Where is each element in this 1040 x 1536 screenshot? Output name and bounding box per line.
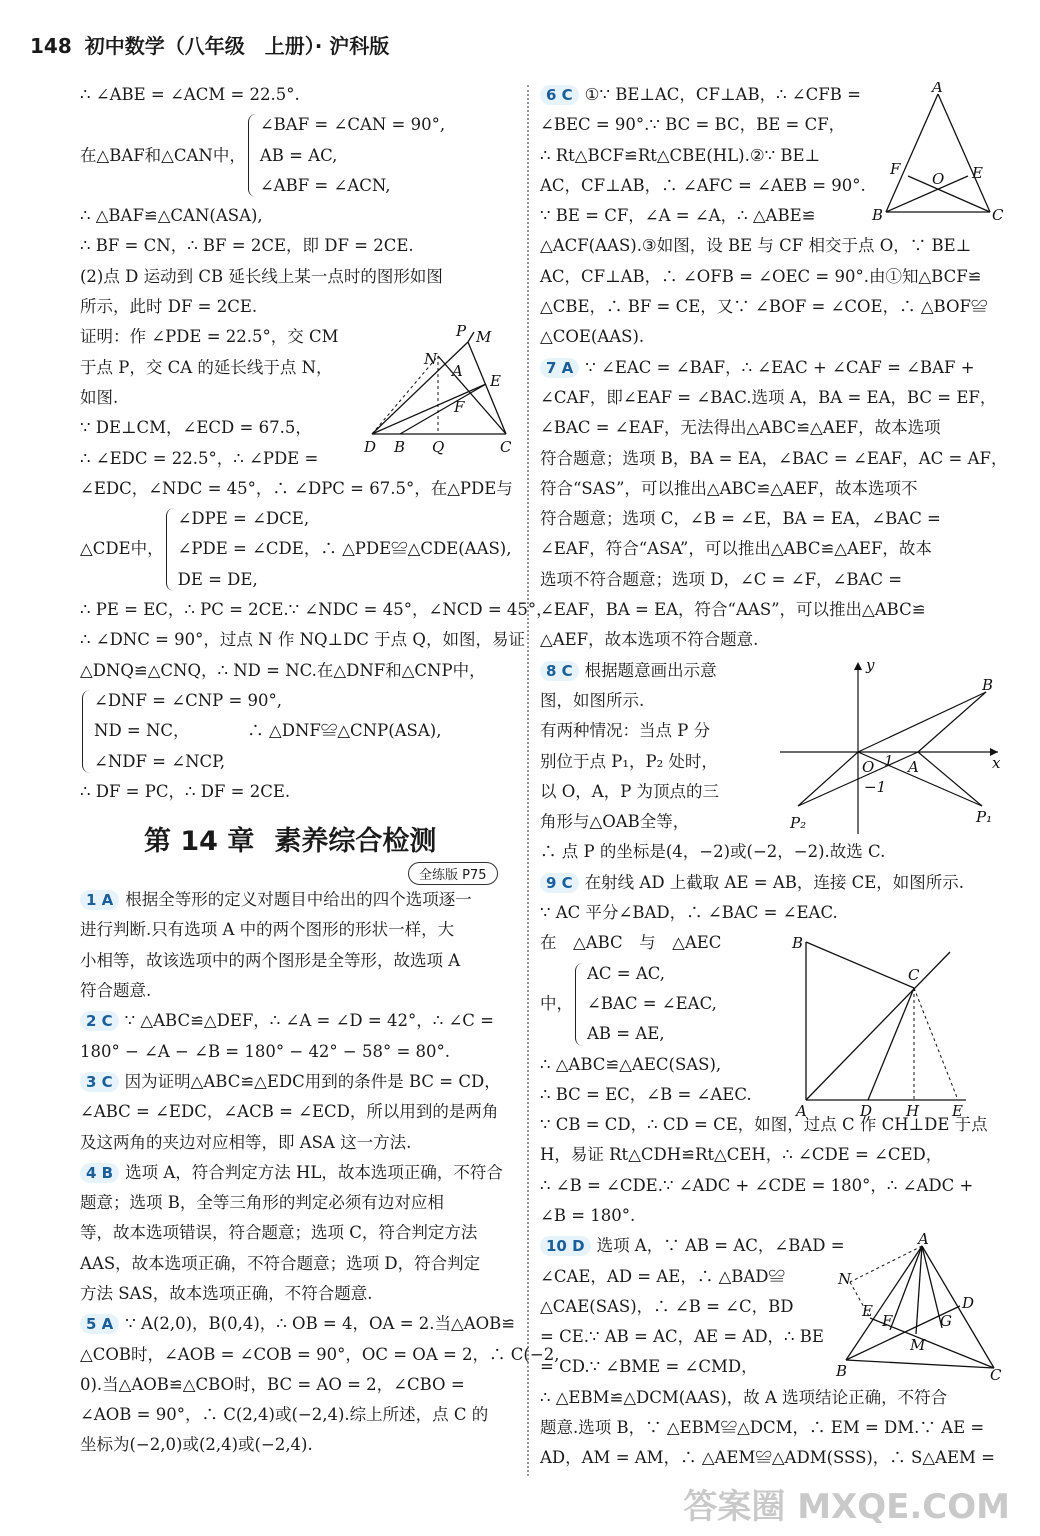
point-label: E (490, 372, 501, 390)
text-line: 有两种情况：当点 P 分 (540, 721, 711, 741)
text-line: ∴ DF = PC，∴ DF = 2CE. (80, 781, 291, 801)
page-header (30, 30, 389, 66)
text-line: 根据题意画出示意 (584, 660, 717, 680)
text-line: AB = AC, (259, 145, 338, 165)
answer-tag: 6 C (540, 85, 579, 105)
point-label: A (918, 1232, 929, 1248)
point-label: N (838, 1270, 852, 1288)
text-line: AB = AE, (587, 1024, 665, 1044)
text-line: △CDE中， (80, 539, 164, 559)
text-line: ∵ △ABC≌△DEF，∴ ∠A = ∠D = 42°，∴ ∠C = (124, 1011, 494, 1031)
text-line: ∠EDC，∠NDC = 45°，∴ ∠DPC = 67.5°，在△PDE与 (80, 478, 513, 498)
text-line: 等，故本选项错误，符合题意；选项 C，符合判定方法 (80, 1223, 478, 1243)
brace-system-1 (246, 110, 445, 201)
text-line: 及这两角的夹边对应相等，即 ASA 这一方法. (80, 1132, 412, 1152)
text-line: ∠DPE = ∠DCE, (177, 509, 310, 529)
text-line: ∴ ∠EDC = 22.5°，∴ ∠PDE = (80, 448, 319, 468)
text-line: ∠B = 180°. (540, 1205, 636, 1225)
text-line: △ACF(AAS).③如图，设 BE 与 CF 相交于点 O，∵ BE⊥ (540, 236, 972, 256)
figure-q10 (834, 1232, 1004, 1386)
point-label: C (500, 438, 512, 456)
text-line: 选项不符合题意；选项 D，∠C = ∠F，∠BAC = (540, 569, 903, 589)
text-line: 别位于点 P₁，P₂ 处时， (540, 751, 718, 771)
text-line: AC，CF⊥AB，∴ ∠OFB = ∠OEC = 90°.由①知△BCF≌ (540, 266, 982, 286)
point-label: O (932, 170, 945, 188)
text-line: = CD.∵ ∠BME = ∠CMD， (540, 1357, 758, 1377)
axis-label: x (992, 754, 1001, 772)
page-number: 148 (30, 34, 72, 58)
point-label: P₁ (976, 808, 993, 826)
point-label: F (882, 1312, 893, 1330)
chapter-title: 素养综合检测 (274, 826, 437, 858)
answer-q3 (80, 1067, 510, 1158)
text-line: ∴ ∠B = ∠CDE.∵ ∠ADC + ∠CDE = 180°，∴ ∠ADC + (540, 1175, 974, 1195)
text-line: ∠CAF，即∠EAF = ∠BAC.选项 A，BA = EA，BC = EF， (540, 387, 997, 407)
text-line: ∴ △ABC≌△AEC(SAS), (540, 1054, 722, 1074)
figure-q6-triangle (868, 82, 1008, 236)
text-line: DE = DE, (177, 569, 258, 589)
text-line: 于点 P，交 CA 的延长线于点 N， (80, 357, 333, 377)
answer-q1 (80, 885, 510, 1006)
text-line: 角形与△OAB全等， (540, 812, 690, 832)
text-line: 方法 SAS，故本选项正确，不符合题意. (80, 1283, 373, 1303)
point-label: B (982, 676, 994, 694)
point-label: D (962, 1294, 975, 1312)
answer-tag: 10 D (540, 1236, 591, 1256)
text-line: ∠AOB = 90°，∴ C(2,4)或(−2,4).综上所述，点 C 的 (80, 1405, 489, 1425)
point-label: H (906, 1102, 920, 1120)
point-label: D (364, 438, 377, 456)
text-line: ∵ AC 平分∠BAD，∴ ∠BAC = ∠EAC. (540, 903, 838, 923)
text-line: AC，CF⊥AB，∴ ∠AFC = ∠AEB = 90°. (540, 175, 866, 195)
point-label: N (424, 350, 438, 368)
text-line: (2)点 D 运动到 CB 延长线上某一点时的图形如图 (80, 266, 443, 286)
text-line: ①∵ BE⊥AC，CF⊥AB，∴ ∠CFB = (584, 85, 861, 104)
book-title: 初中数学（八年级 上册）· 沪科版 (84, 34, 390, 58)
point-label: F (890, 160, 901, 178)
text-line: ∴ BF = CN，∴ BF = 2CE，即 DF = 2CE. (80, 236, 414, 256)
point-label: M (910, 1336, 926, 1354)
point-label: E (972, 164, 983, 182)
point-label: B (872, 206, 884, 224)
text-line: AD，AM = AM，∴ △AEM≌△ADM(SSS)，∴ S△AEM = (540, 1448, 995, 1468)
point-label: M (476, 328, 492, 346)
point-label: B (792, 934, 804, 952)
figure-q9 (790, 932, 970, 1126)
point-label: F (454, 398, 465, 416)
answer-tag: 2 C (80, 1011, 119, 1031)
text-line: △AEF，故本选项不符合题意. (540, 630, 759, 650)
answer-tag: 5 A (80, 1314, 119, 1334)
point-label: B (394, 438, 406, 456)
chapter-ref-badge: 全练版 P75 (408, 862, 498, 885)
text-line: ∵ DE⊥CM，∠ECD = 67.5， (80, 418, 312, 438)
text-line: AAS，故本选项正确，不符合题意；选项 D，符合判定 (80, 1253, 481, 1273)
text-line: ∴ ∠DNC = 90°，过点 N 作 NQ⊥DC 于点 Q，如图，易证 (80, 630, 525, 650)
answer-tag: 1 A (80, 890, 119, 910)
text-line: △COB时，∠AOB = ∠COB = 90°，OC = OA = 2，∴ C(−2, (80, 1344, 560, 1364)
text-line: 中， (540, 993, 573, 1013)
text-line: ∠BAC = ∠EAF，无法得出△ABC≌△AEF，故本选项 (540, 418, 941, 438)
answer-q2 (80, 1006, 510, 1067)
text-line: 题意.选项 B，∵ △EBM≌△DCM，∴ EM = DM.∵ AE = (540, 1418, 985, 1438)
answer-tag: 8 C (540, 661, 579, 681)
point-label: A (452, 362, 463, 380)
text-line: 根据全等形的定义对题目中给出的四个选项逐一 (125, 890, 472, 910)
text-line: ∵ A(2,0)，B(0,4)，∴ OB = 4，OA = 2.当△AOB≌ (125, 1314, 516, 1334)
point-label: C (908, 966, 920, 984)
text-line: △CAE(SAS)，∴ ∠B = ∠C，BD (540, 1296, 794, 1316)
text-line: 以 O，A，P 为顶点的三 (540, 781, 720, 801)
text-line: 在△BAF和△CAN中， (80, 145, 246, 165)
text-line: ∠PDE = ∠CDE，∴ △PDE≌△CDE(AAS), (177, 539, 512, 559)
text-line: AC = AC, (587, 963, 666, 983)
text-line: 坐标为(−2,0)或(2,4)或(−2,4). (80, 1435, 313, 1455)
text-line: ∴ BC = EC，∠B = ∠AEC. (540, 1084, 752, 1104)
text-line: H，易证 Rt△CDH≌Rt△CEH，∴ ∠CDE = ∠CED， (540, 1145, 943, 1165)
point-label: C (990, 1366, 1002, 1382)
tick-label: −1 (864, 778, 887, 796)
point-label: P (456, 322, 467, 340)
chapter-heading (144, 819, 510, 858)
text-line: 选项 A，∵ AB = AC，∠BAD = (596, 1236, 845, 1256)
point-label: A (908, 758, 919, 776)
text-line: ∵ ∠EAC = ∠BAF，∴ ∠EAC + ∠CAF = ∠BAF + (585, 357, 975, 377)
brace-system-9 (573, 959, 717, 1050)
text-line: 进行判断.只有选项 A 中的两个图形的形状一样，大 (80, 920, 455, 940)
point-label: O (862, 758, 875, 776)
answer-tag: 3 C (80, 1072, 119, 1092)
text-line: ∴ ∠ABE = ∠ACM = 22.5°. (80, 85, 300, 104)
chapter-number: 第 14 章 (144, 826, 255, 858)
column-divider (527, 85, 529, 1476)
text-line: 证明：作 ∠PDE = 22.5°，交 CM (80, 327, 339, 347)
text-line: ∠BAF = ∠CAN = 90°, (259, 115, 446, 135)
text-line: △DNQ≌△CNQ，∴ ND = NC.在△DNF和△CNP中， (80, 660, 486, 680)
text-line: 符合题意；选项 C，∠B = ∠E，BA = EA，∠BAC = (540, 509, 941, 529)
point-label: E (952, 1102, 963, 1120)
point-label: P₂ (790, 814, 807, 832)
text-line: 题意；选项 B，全等三角形的判定必须有边对应相 (80, 1193, 444, 1213)
text-line: 图，如图所示. (540, 690, 645, 710)
text-line: 180° − ∠A − ∠B = 180° − 42° − 58° = 80°. (80, 1041, 451, 1061)
point-label: Q (432, 438, 445, 456)
point-label: G (940, 1312, 952, 1330)
text-line: ∠EAF，符合“ASA”，可以推出△ABC≌△AEF，故本 (540, 539, 932, 559)
brace-system-3 (80, 686, 510, 777)
point-label: E (862, 1302, 873, 1320)
text-line: ∠ABC = ∠EDC，∠ACB = ∠ECD，所以用到的是两角 (80, 1102, 499, 1122)
point-label: C (992, 206, 1004, 224)
figure-triangle-pdc (360, 320, 520, 464)
text-line: ∴ △EBM≌△DCM(AAS)，故 A 选项结论正确，不符合 (540, 1387, 948, 1407)
text-line: 因为证明△ABC≌△EDC用到的条件是 BC = CD， (124, 1071, 501, 1091)
answer-q4 (80, 1158, 510, 1309)
text-line: ∠ABF = ∠ACN, (259, 175, 391, 195)
point-label: D (860, 1102, 873, 1120)
point-label: B (836, 1362, 848, 1380)
text-line: 小相等，故该选项中的两个图形是全等形，故选项 A (80, 950, 461, 970)
text-line: 所示，此时 DF = 2CE. (80, 297, 258, 317)
text-line: ∴ PE = EC，∴ PC = 2CE.∵ ∠NDC = 45°，∠NCD = 45°， (80, 600, 553, 620)
text-line: ∵ CB = CD，∴ CD = CE，如图，过点 C 作 CH⊥DE 于点 (540, 1115, 988, 1135)
text-line: 在射线 AD 上截取 AE = AB，连接 CE，如图所示. (584, 872, 965, 892)
text-line: 0).当△AOB≌△CBO时，BC = AO = 2，∠CBO = (80, 1374, 465, 1394)
text-line: ∠BAC = ∠EAC, (587, 993, 717, 1013)
text-line: △COE(AAS). (540, 327, 645, 347)
point-label: A (796, 1102, 807, 1120)
text-line: 选项 A，符合判定方法 HL，故本选项正确，不符合 (125, 1162, 503, 1182)
text-line: 符合“SAS”，可以推出△ABC≌△AEF，故本选项不 (540, 478, 918, 498)
tick-label: 1 (884, 752, 894, 770)
text-line: △CBE，∴ BF = CE，又∵ ∠BOF = ∠COE，∴ △BOF≌ (540, 297, 988, 317)
answer-tag: 4 B (80, 1163, 119, 1183)
text-line: ∠NDF = ∠NCP, (94, 751, 226, 771)
text-line: ∠DNF = ∠CNP = 90°, (94, 690, 283, 710)
text-line: 符合题意；选项 B，BA = EA，∠BAC = ∠EAF，AC = AF， (540, 448, 1008, 468)
text-line: ∠BEC = 90°.∵ BC = BC，BE = CF， (540, 115, 846, 135)
text-line: ∠EAF，BA = EA，符合“AAS”，可以推出△ABC≌ (540, 600, 926, 620)
text-line: ∴ △BAF≌△CAN(ASA), (80, 206, 263, 226)
text-line: 在 △ABC 与 △AEC (540, 933, 722, 953)
text-line: ∴ 点 P 的坐标是(4，−2)或(−2，−2).故选 C. (540, 842, 886, 862)
answer-tag: 9 C (540, 873, 579, 893)
text-line: ∵ BE = CF，∠A = ∠A，∴ △ABE≌ (540, 206, 816, 226)
text-line: 符合题意. (80, 981, 152, 1001)
text-line: ∴ Rt△BCF≌Rt△CBE(HL).②∵ BE⊥ (540, 145, 821, 165)
answer-q7 (540, 353, 1008, 656)
text-line: ∠CAE，AD = AE，∴ △BAD≌ (540, 1266, 786, 1286)
answer-tag: 7 A (540, 358, 579, 378)
text-line: = CE.∵ AB = AC，AE = AD，∴ BE (540, 1327, 824, 1347)
point-label: A (932, 82, 943, 96)
watermark-logo: 答案圈 MXQE.COM (683, 1487, 1010, 1527)
text-line: 如图. (80, 387, 119, 407)
text-line: ND = NC， ∴ △DNF≌△CNP(ASA), (94, 721, 442, 741)
figure-q8-coordinate-plane (776, 656, 1006, 845)
axis-label: y (866, 656, 875, 674)
brace-system-2 (164, 504, 512, 595)
answer-q5 (80, 1309, 560, 1460)
